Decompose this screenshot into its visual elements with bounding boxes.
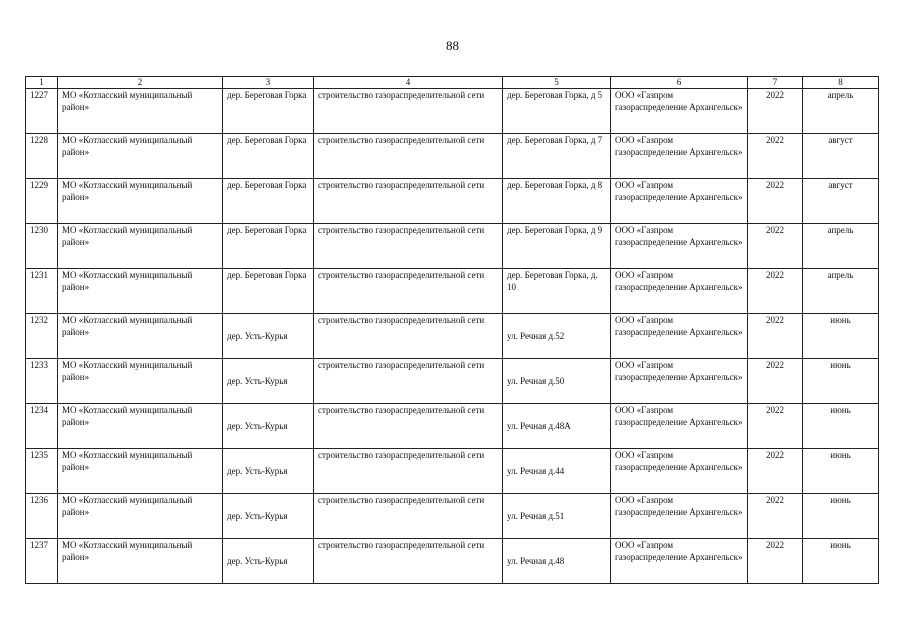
column-header: 4 <box>314 77 503 89</box>
settlement-cell: дер. Усть-Курья <box>223 314 314 359</box>
settlement-cell: дер. Усть-Курья <box>223 404 314 449</box>
table-body <box>26 89 879 584</box>
table-row <box>26 179 879 224</box>
municipality-cell: МО «Котласский муниципальный район» <box>58 179 223 224</box>
year-cell: 2022 <box>748 494 803 539</box>
year-cell: 2022 <box>748 134 803 179</box>
year-cell: 2022 <box>748 539 803 584</box>
work-type-cell: строительство газораспределительной сети <box>314 314 503 359</box>
organization-cell: ООО «Газпром газораспределение Архангельск» <box>611 494 748 539</box>
table-row <box>26 449 879 494</box>
organization-cell: ООО «Газпром газораспределение Архангельск» <box>611 539 748 584</box>
year-cell: 2022 <box>748 224 803 269</box>
municipality-cell: МО «Котласский муниципальный район» <box>58 314 223 359</box>
year-cell: 2022 <box>748 89 803 134</box>
settlement-cell: дер. Усть-Курья <box>223 449 314 494</box>
organization-cell: ООО «Газпром газораспределение Архангельск» <box>611 314 748 359</box>
address-cell: ул. Речная д.52 <box>503 314 611 359</box>
row-number-cell: 1235 <box>26 449 58 494</box>
month-cell: июнь <box>803 404 879 449</box>
row-number-cell: 1229 <box>26 179 58 224</box>
table-row <box>26 359 879 404</box>
settlement-cell: дер. Усть-Курья <box>223 359 314 404</box>
address-cell: ул. Речная д.44 <box>503 449 611 494</box>
municipality-cell: МО «Котласский муниципальный район» <box>58 494 223 539</box>
address-cell: ул. Речная д.51 <box>503 494 611 539</box>
row-number-cell: 1232 <box>26 314 58 359</box>
month-cell: июнь <box>803 359 879 404</box>
month-cell: август <box>803 179 879 224</box>
column-header: 8 <box>803 77 879 89</box>
row-number-cell: 1236 <box>26 494 58 539</box>
column-header: 6 <box>611 77 748 89</box>
address-cell: дер. Береговая Горка, д 8 <box>503 179 611 224</box>
address-cell: ул. Речная д.48 <box>503 539 611 584</box>
work-type-cell: строительство газораспределительной сети <box>314 224 503 269</box>
work-type-cell: строительство газораспределительной сети <box>314 134 503 179</box>
municipality-cell: МО «Котласский муниципальный район» <box>58 359 223 404</box>
month-cell: июнь <box>803 494 879 539</box>
month-cell: июнь <box>803 314 879 359</box>
organization-cell: ООО «Газпром газораспределение Архангельск» <box>611 89 748 134</box>
municipality-cell: МО «Котласский муниципальный район» <box>58 89 223 134</box>
work-type-cell: строительство газораспределительной сети <box>314 179 503 224</box>
row-number-cell: 1237 <box>26 539 58 584</box>
work-type-cell: строительство газораспределительной сети <box>314 404 503 449</box>
month-cell: апрель <box>803 89 879 134</box>
column-header: 7 <box>748 77 803 89</box>
address-cell: ул. Речная д.48А <box>503 404 611 449</box>
year-cell: 2022 <box>748 314 803 359</box>
organization-cell: ООО «Газпром газораспределение Архангельск» <box>611 449 748 494</box>
work-type-cell: строительство газораспределительной сети <box>314 269 503 314</box>
settlement-cell: дер. Береговая Горка <box>223 269 314 314</box>
month-cell: апрель <box>803 269 879 314</box>
month-cell: апрель <box>803 224 879 269</box>
year-cell: 2022 <box>748 179 803 224</box>
registry-table <box>25 76 879 584</box>
address-cell: дер. Береговая Горка, д 7 <box>503 134 611 179</box>
work-type-cell: строительство газораспределительной сети <box>314 359 503 404</box>
column-header-row <box>26 77 879 89</box>
year-cell: 2022 <box>748 449 803 494</box>
column-header: 1 <box>26 77 58 89</box>
settlement-cell: дер. Усть-Курья <box>223 539 314 584</box>
municipality-cell: МО «Котласский муниципальный район» <box>58 404 223 449</box>
municipality-cell: МО «Котласский муниципальный район» <box>58 449 223 494</box>
table-row <box>26 224 879 269</box>
municipality-cell: МО «Котласский муниципальный район» <box>58 539 223 584</box>
table-row <box>26 314 879 359</box>
row-number-cell: 1231 <box>26 269 58 314</box>
row-number-cell: 1234 <box>26 404 58 449</box>
organization-cell: ООО «Газпром газораспределение Архангельск» <box>611 179 748 224</box>
table-row <box>26 269 879 314</box>
row-number-cell: 1227 <box>26 89 58 134</box>
address-cell: ул. Речная д.50 <box>503 359 611 404</box>
organization-cell: ООО «Газпром газораспределение Архангельск» <box>611 134 748 179</box>
table-row <box>26 89 879 134</box>
row-number-cell: 1228 <box>26 134 58 179</box>
column-header: 2 <box>58 77 223 89</box>
address-cell: дер. Береговая Горка, д 5 <box>503 89 611 134</box>
municipality-cell: МО «Котласский муниципальный район» <box>58 224 223 269</box>
municipality-cell: МО «Котласский муниципальный район» <box>58 134 223 179</box>
organization-cell: ООО «Газпром газораспределение Архангельск» <box>611 269 748 314</box>
organization-cell: ООО «Газпром газораспределение Архангельск» <box>611 359 748 404</box>
settlement-cell: дер. Усть-Курья <box>223 494 314 539</box>
month-cell: август <box>803 134 879 179</box>
year-cell: 2022 <box>748 404 803 449</box>
table-row <box>26 539 879 584</box>
work-type-cell: строительство газораспределительной сети <box>314 539 503 584</box>
year-cell: 2022 <box>748 269 803 314</box>
page-number: 88 <box>446 38 459 53</box>
table-row <box>26 134 879 179</box>
table-row <box>26 404 879 449</box>
column-header: 3 <box>223 77 314 89</box>
row-number-cell: 1230 <box>26 224 58 269</box>
work-type-cell: строительство газораспределительной сети <box>314 494 503 539</box>
settlement-cell: дер. Береговая Горка <box>223 224 314 269</box>
settlement-cell: дер. Береговая Горка <box>223 179 314 224</box>
year-cell: 2022 <box>748 359 803 404</box>
address-cell: дер. Береговая Горка, д 9 <box>503 224 611 269</box>
address-cell: дер. Береговая Горка, д. 10 <box>503 269 611 314</box>
organization-cell: ООО «Газпром газораспределение Архангельск» <box>611 404 748 449</box>
settlement-cell: дер. Береговая Горка <box>223 134 314 179</box>
settlement-cell: дер. Береговая Горка <box>223 89 314 134</box>
table-row <box>26 494 879 539</box>
organization-cell: ООО «Газпром газораспределение Архангельск» <box>611 224 748 269</box>
column-header: 5 <box>503 77 611 89</box>
row-number-cell: 1233 <box>26 359 58 404</box>
work-type-cell: строительство газораспределительной сети <box>314 449 503 494</box>
month-cell: июнь <box>803 449 879 494</box>
municipality-cell: МО «Котласский муниципальный район» <box>58 269 223 314</box>
work-type-cell: строительство газораспределительной сети <box>314 89 503 134</box>
month-cell: июнь <box>803 539 879 584</box>
